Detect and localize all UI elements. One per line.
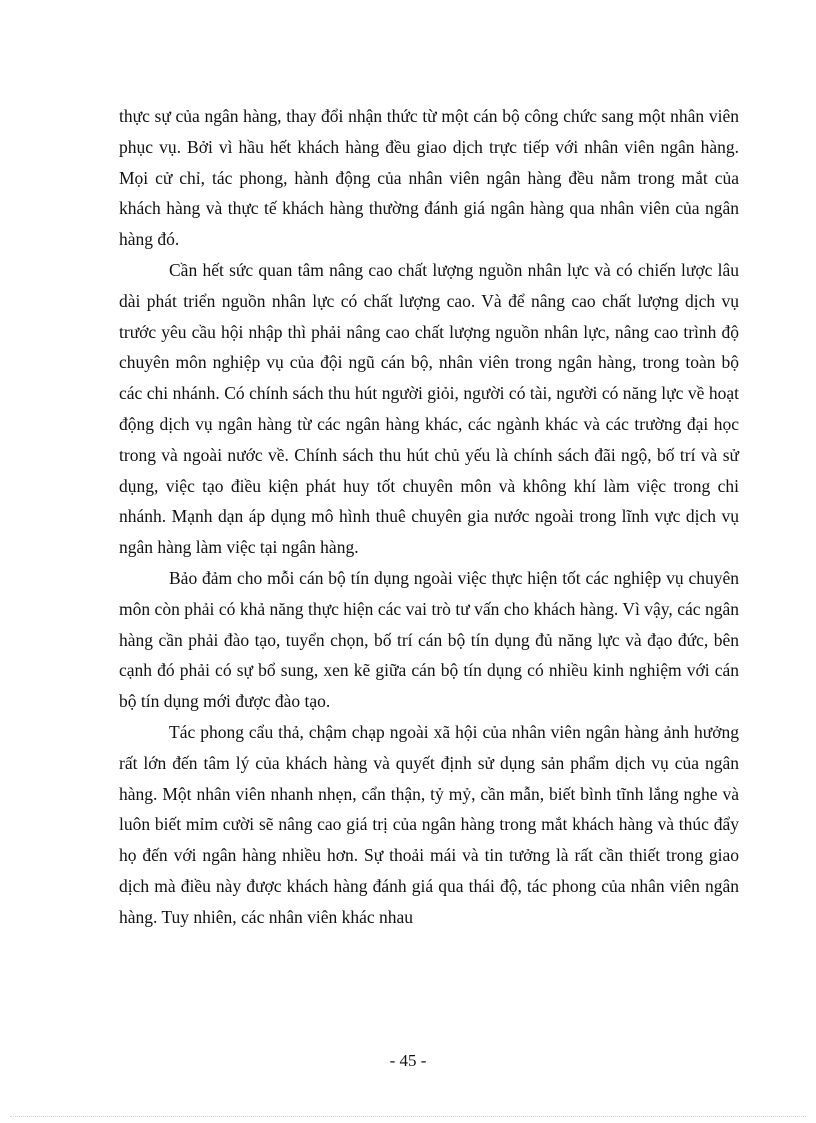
paragraph-continuation: thực sự của ngân hàng, thay đổi nhận thức từ một cán bộ công chức sang một nhân viên phục vụ. Bởi vì hầu hết khách hàng đều giao dịch trực tiếp với nhân viên ngân hàng. Mọi cử chỉ, tác phong, hành động của nhân viên ngân hàng đều nằm trong mắt của khách hàng và thực tế khách hàng thường đánh giá ngân hàng qua nhân viên của ngân hàng đó. [119, 106, 739, 250]
paragraph-staff-conduct: Tác phong cẩu thả, chậm chạp ngoài xã hội của nhân viên ngân hàng ảnh hưởng rất lớn đến tâm lý của khách hàng và quyết định sử dụng sản phẩm dịch vụ của ngân hàng. Một nhân viên nhanh nhẹn, cẩn thận, tỷ mỷ, cần mẫn, biết bình tĩnh lắng nghe và luôn biết mỉm cười sẽ nâng cao giá trị của ngân hàng trong mắt khách hàng và thúc đẩy họ đến với ngân hàng nhiều hơn. Sự thoải mái và tin tưởng là rất cần thiết trong giao dịch mà điều này được khách hàng đánh giá qua thái độ, tác phong của nhân viên ngân hàng. Tuy nhiên, các nhân viên khác nhau [119, 721, 739, 927]
page-bottom-divider [10, 1116, 806, 1117]
paragraph-human-resources: Cần hết sức quan tâm nâng cao chất lượng nguồn nhân lực và có chiến lược lâu dài phát triển nguồn nhân lực có chất lượng cao. Và để nâng cao chất lượng dịch vụ trước yêu cầu hội nhập thì phải nâng cao chất lượng nguồn nhân lực, nâng cao trình độ chuyên môn nghiệp vụ của đội ngũ cán bộ, nhân viên trong ngân hàng, trong toàn bộ các chi nhánh. Có chính sách thu hút người giỏi, người có tài, người có năng lực về hoạt động dịch vụ ngân hàng từ các ngân hàng khác, các ngành khác và các trường đại học trong và ngoài nước về. Chính sách thu hút chủ yếu là chính sách đãi ngộ, bố trí và sử dụng, việc tạo điều kiện phát huy tốt chuyên môn và không khí làm việc trong chi nhánh. Mạnh dạn áp dụng mô hình thuê chuyên gia nước ngoài trong lĩnh vực dịch vụ ngân hàng làm việc tại ngân hàng. [119, 259, 739, 558]
page-number: - 45 - [389, 1051, 427, 1070]
page-body [119, 101, 739, 933]
paragraph-credit-officers: Bảo đảm cho mỗi cán bộ tín dụng ngoài việc thực hiện tốt các nghiệp vụ chuyên môn còn phải có khả năng thực hiện các vai trò tư vấn cho khách hàng. Vì vậy, các ngân hàng cần phải đào tạo, tuyển chọn, bố trí cán bộ tín dụng đủ năng lực và đạo đức, bên cạnh đó phải có sự bổ sung, xen kẽ giữa cán bộ tín dụng có nhiều kinh nghiệm với cán bộ tín dụng mới được đào tạo. [119, 567, 739, 712]
